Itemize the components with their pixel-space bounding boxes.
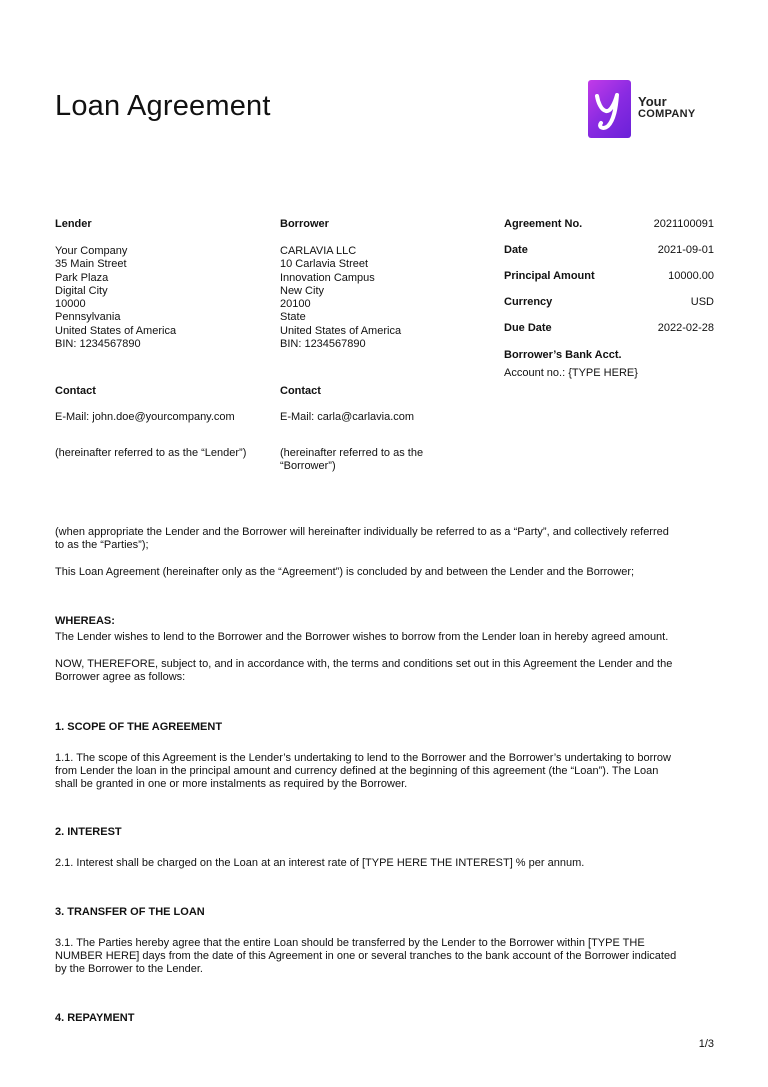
agreement-date-row <box>504 244 714 258</box>
company-logo <box>588 80 708 140</box>
bank-account-value-row <box>504 367 714 381</box>
lender-address <box>55 245 270 351</box>
lender-referred: (hereinafter referred to as the “Lender”) <box>55 447 247 459</box>
lender-heading: Lender <box>55 218 92 230</box>
logo-text-your: Your <box>638 94 667 109</box>
lender-address-line: BIN: 1234567890 <box>55 338 141 351</box>
borrower-address-line: State <box>280 311 306 324</box>
currency-label: Currency <box>504 296 553 308</box>
section-3-heading: 3. TRANSFER OF THE LOAN <box>55 906 205 918</box>
section-3-paragraph <box>55 937 715 976</box>
borrower-referred-line: (hereinafter referred to as the <box>280 447 424 459</box>
paragraph-line: NUMBER HERE] days from the date of this Agreement in one or several tranches to the bank account of the Borrower indicated <box>55 950 677 962</box>
lender-address-line: Your Company <box>55 245 128 257</box>
borrower-heading: Borrower <box>280 218 329 230</box>
borrower-address <box>280 245 480 351</box>
due-date-label: Due Date <box>504 322 552 334</box>
lender-address-line: 35 Main Street <box>55 258 127 271</box>
now-therefore-paragraph <box>55 658 715 684</box>
whereas-heading: WHEREAS: <box>55 615 115 627</box>
agreement-date-label: Date <box>504 244 528 256</box>
y-logo-icon <box>588 80 631 138</box>
paragraph-line: (when appropriate the Lender and the Borrower will hereinafter individually be referred to as a “Party”, and collectively referred <box>55 526 669 538</box>
principal-amount-label: Principal Amount <box>504 270 595 282</box>
currency-value: USD <box>690 296 714 308</box>
parties-paragraph <box>55 526 715 552</box>
borrower-referred-line: “Borrower”) <box>280 460 336 472</box>
due-date-value: 2022-02-28 <box>657 322 714 334</box>
principal-amount-row <box>504 270 714 284</box>
borrower-contact-heading: Contact <box>280 385 321 397</box>
lender-contact-heading: Contact <box>55 385 96 397</box>
logo-text-company: COMPANY <box>638 108 696 120</box>
lender-address-line: Park Plaza <box>55 271 109 284</box>
agreement-number-row <box>504 218 714 232</box>
lender-address-line: Pennsylvania <box>55 311 121 324</box>
due-date-row <box>504 322 714 336</box>
borrower-address-line: New City <box>280 284 325 297</box>
borrower-address-line: United States of America <box>280 324 402 337</box>
section-1-paragraph <box>55 752 715 791</box>
agreement-number-label: Agreement No. <box>504 218 583 230</box>
concluded-paragraph: This Loan Agreement (hereinafter only as the “Agreement”) is concluded by and between the Lender and the Borrower; <box>55 566 635 578</box>
bank-account-label-row <box>504 349 714 363</box>
lender-address-line: Digital City <box>55 284 108 297</box>
borrower-referred <box>280 447 480 473</box>
section-4-heading: 4. REPAYMENT <box>55 1012 135 1024</box>
principal-amount-value: 10000.00 <box>668 270 714 282</box>
borrower-address-line: 20100 <box>280 298 311 311</box>
borrower-email: E-Mail: carla@carlavia.com <box>280 411 415 423</box>
section-2-paragraph: 2.1. Interest shall be charged on the Loan at an interest rate of [TYPE HERE THE INTEREST] % per annum. <box>55 857 585 869</box>
bank-account-label: Borrower’s Bank Acct. <box>504 349 622 361</box>
agreement-date-value: 2021-09-01 <box>657 244 714 256</box>
paragraph-line: by the Borrower to the Lender. <box>55 963 203 975</box>
lender-address-line: 10000 <box>55 298 86 311</box>
borrower-address-line: 10 Carlavia Street <box>280 258 369 271</box>
section-1-heading: 1. SCOPE OF THE AGREEMENT <box>55 721 223 733</box>
paragraph-line: 3.1. The Parties hereby agree that the entire Loan should be transferred by the Lender to the Borrower within [TYPE THE <box>55 937 645 949</box>
document-title: Loan Agreement <box>55 90 271 122</box>
paragraph-line: NOW, THEREFORE, subject to, and in accordance with, the terms and conditions set out in this Agreement the Lender and the <box>55 658 673 670</box>
currency-row <box>504 296 714 310</box>
bank-account-value: Account no.: {TYPE HERE} <box>504 367 638 379</box>
whereas-paragraph: The Lender wishes to lend to the Borrower and the Borrower wishes to borrow from the Lender loan in hereby agreed amount. <box>55 631 669 643</box>
paragraph-line: from Lender the loan in the principal amount and currency defined at the beginning of this agreement (the “Loan”). The Loan <box>55 765 659 777</box>
paragraph-line: 1.1. The scope of this Agreement is the Lender’s undertaking to lend to the Borrower and the Borrower’s undertaking to borrow <box>55 752 671 764</box>
lender-address-line: United States of America <box>55 324 177 337</box>
lender-email: E-Mail: john.doe@yourcompany.com <box>55 411 235 423</box>
page-number: 1/3 <box>698 1038 714 1050</box>
section-2-heading: 2. INTEREST <box>55 826 122 838</box>
borrower-address-line: BIN: 1234567890 <box>280 338 366 351</box>
borrower-address-line: CARLAVIA LLC <box>280 245 357 257</box>
agreement-number-value: 2021100091 <box>653 218 714 230</box>
agreement-details <box>504 218 714 388</box>
paragraph-line: to as the “Parties”); <box>55 539 149 551</box>
borrower-address-line: Innovation Campus <box>280 271 375 284</box>
paragraph-line: shall be granted in one or more instalments as required by the Borrower. <box>55 778 408 790</box>
paragraph-line: Borrower agree as follows: <box>55 671 186 683</box>
